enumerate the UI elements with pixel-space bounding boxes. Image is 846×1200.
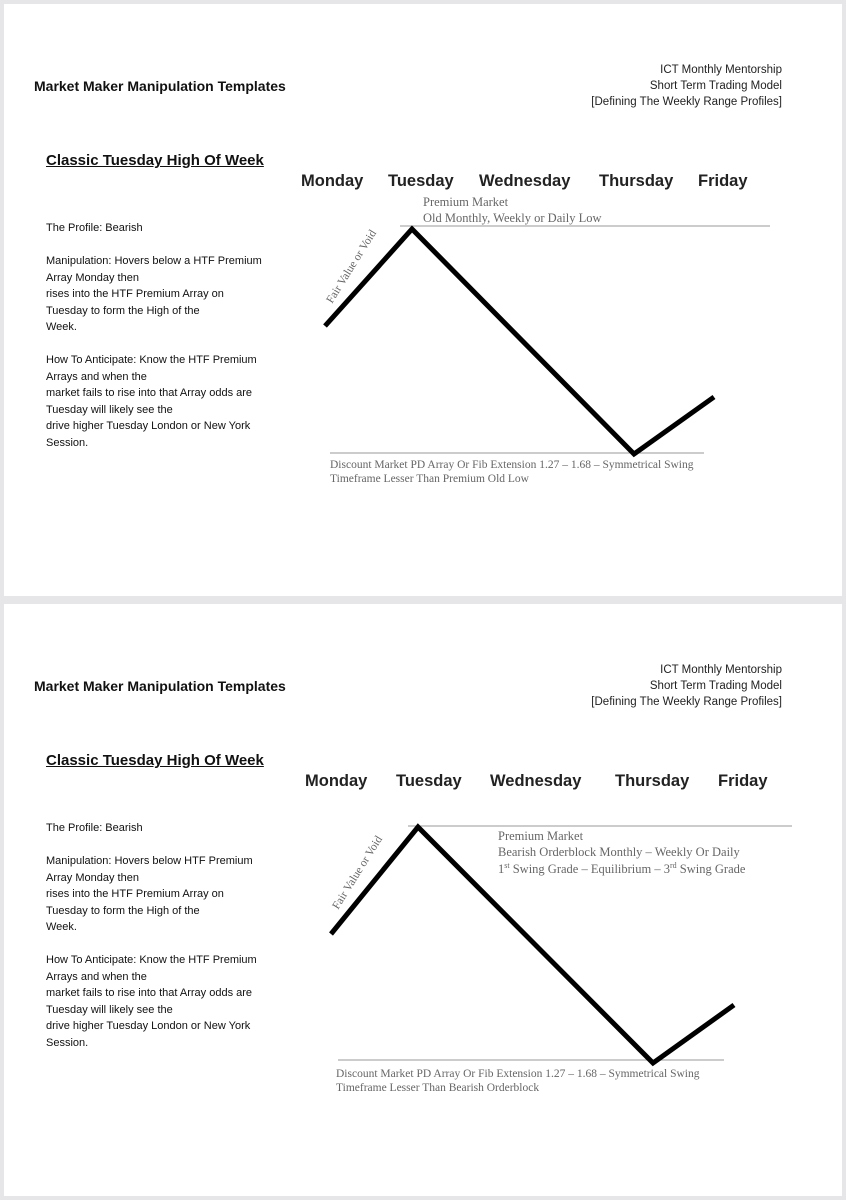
manipulation-line: Manipulation: Hovers below HTF Premium	[46, 855, 253, 867]
anticipate-line: drive higher Tuesday London or New York	[46, 420, 251, 432]
anticipate-line: Tuesday will likely see the	[46, 403, 173, 416]
manipulation-line: Week.	[46, 321, 77, 333]
profile-line: The Profile: Bearish	[46, 822, 143, 834]
day-tuesday: Tuesday	[396, 772, 462, 790]
header-line-profiles: [Defining The Weekly Range Profiles]	[591, 96, 782, 108]
day-monday: Monday	[305, 772, 368, 790]
manipulation-line: Tuesday to form the High of the	[46, 304, 200, 317]
template-title: Classic Tuesday High Of Week	[46, 752, 264, 769]
discount-market-label: Discount Market PD Array Or Fib Extension 1.27 – 1.68 – Symmetrical Swing	[336, 1068, 700, 1080]
day-tuesday: Tuesday	[388, 172, 454, 190]
weekly-profile-diagram	[4, 604, 842, 1196]
manipulation-line: Array Monday then	[46, 271, 139, 284]
anticipate-line: Session.	[46, 436, 89, 449]
anticipate-line: market fails to rise into that Array odds are	[46, 987, 253, 999]
fair-value-label: Fair Value or Void	[324, 227, 380, 306]
premium-market-label: Premium Market	[498, 829, 584, 843]
price-path-line	[325, 229, 714, 454]
anticipate-line: Session.	[46, 1036, 89, 1049]
day-friday: Friday	[698, 172, 748, 190]
header-line-model: Short Term Trading Model	[649, 80, 782, 92]
discount-market-label: Discount Market PD Array Or Fib Extension 1.27 – 1.68 – Symmetrical Swing	[330, 459, 694, 471]
weekly-profile-diagram	[4, 4, 842, 596]
day-wednesday: Wednesday	[479, 172, 571, 190]
manipulation-line: Manipulation: Hovers below a HTF Premium	[46, 255, 262, 267]
header-line-mentorship: ICT Monthly Mentorship	[660, 64, 782, 76]
discount-timeframe-label: Timeframe Lesser Than Bearish Orderblock	[336, 1082, 540, 1094]
swing-grade-label: 1st Swing Grade – Equilibrium – 3rd Swing Grade	[498, 861, 746, 876]
day-wednesday: Wednesday	[490, 772, 582, 790]
discount-timeframe-label: Timeframe Lesser Than Premium Old Low	[330, 473, 529, 485]
header-line-mentorship: ICT Monthly Mentorship	[660, 664, 782, 676]
premium-orderblock-label: Bearish Orderblock Monthly – Weekly Or Daily	[498, 845, 740, 859]
premium-market-label: Premium Market	[423, 195, 509, 209]
day-monday: Monday	[301, 172, 364, 190]
anticipate-line: drive higher Tuesday London or New York	[46, 1020, 251, 1032]
header-line-profiles: [Defining The Weekly Range Profiles]	[591, 696, 782, 708]
manipulation-line: Array Monday then	[46, 871, 139, 884]
document-title: Market Maker Manipulation Templates	[34, 78, 286, 94]
anticipate-line: How To Anticipate: Know the HTF Premium	[46, 954, 257, 966]
template-title: Classic Tuesday High Of Week	[46, 152, 264, 169]
header-line-model: Short Term Trading Model	[649, 680, 782, 692]
day-thursday: Thursday	[599, 172, 674, 190]
profile-line: The Profile: Bearish	[46, 222, 143, 234]
premium-level-label: Old Monthly, Weekly or Daily Low	[423, 211, 602, 225]
manipulation-line: Tuesday to form the High of the	[46, 904, 200, 917]
anticipate-line: Tuesday will likely see the	[46, 1003, 173, 1016]
document-title: Market Maker Manipulation Templates	[34, 678, 286, 694]
document-page-1	[4, 4, 842, 596]
anticipate-line: Arrays and when the	[46, 970, 147, 983]
anticipate-line: Arrays and when the	[46, 370, 147, 383]
fair-value-label: Fair Value or Void	[330, 833, 386, 912]
manipulation-line: rises into the HTF Premium Array on	[46, 288, 224, 300]
day-friday: Friday	[718, 772, 768, 790]
anticipate-line: How To Anticipate: Know the HTF Premium	[46, 354, 257, 366]
day-thursday: Thursday	[615, 772, 690, 790]
document-page-2	[4, 604, 842, 1196]
manipulation-line: rises into the HTF Premium Array on	[46, 888, 224, 900]
manipulation-line: Week.	[46, 921, 77, 933]
anticipate-line: market fails to rise into that Array odds are	[46, 387, 253, 399]
